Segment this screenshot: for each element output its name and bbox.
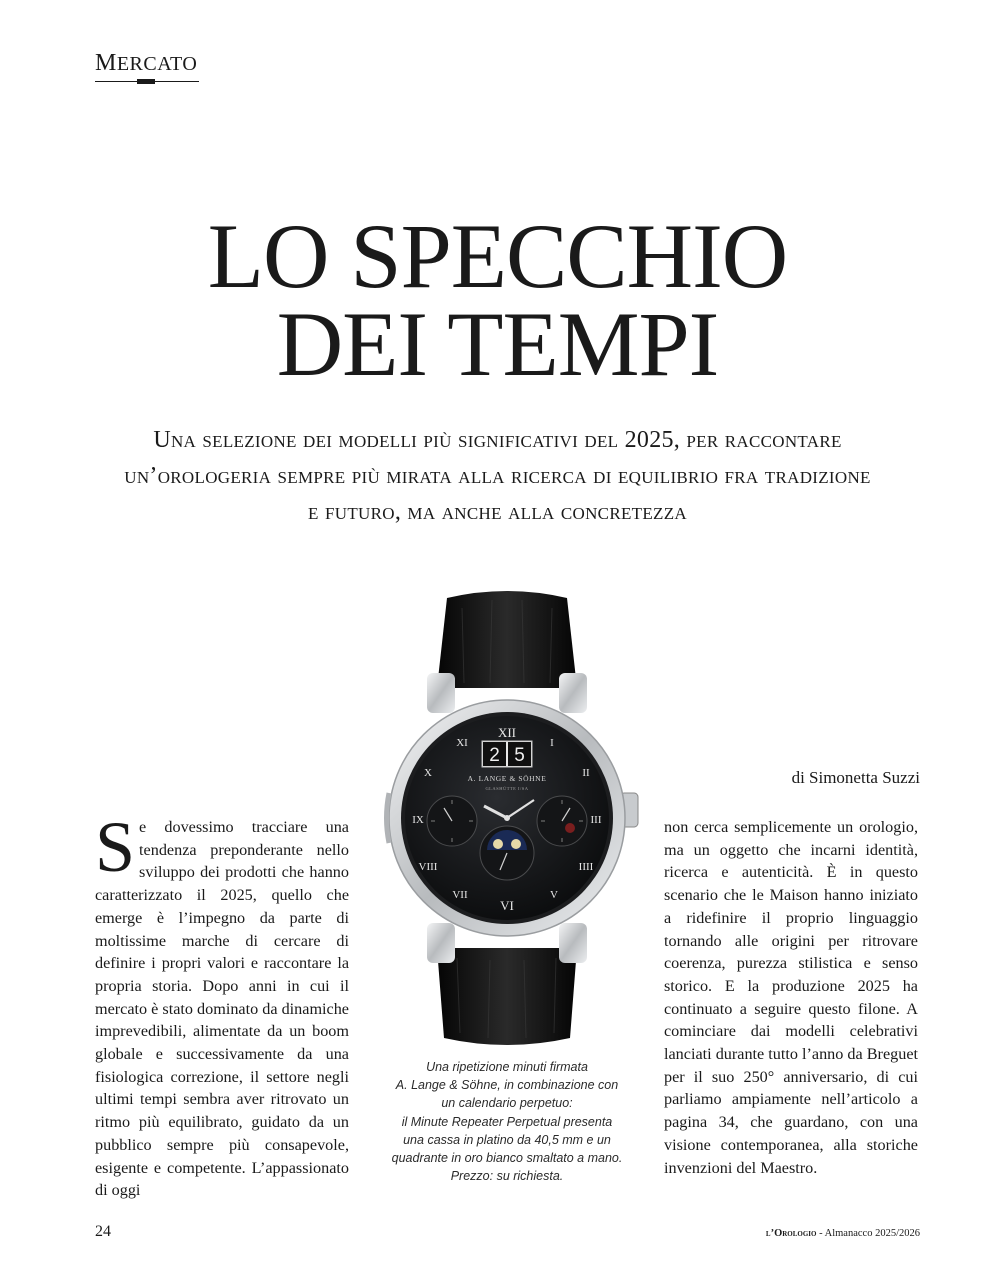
left-column-text: e dovessimo tracciare una tendenza preponderante nello sviluppo dei prodotti che hanno caratterizzato il 2025, quello che emerge è l’impegno da parte di moltissime marche di cercare di definire i propri valori e raccontare la propria storia. Dopo anni in cui il mercato è stato dominato da dinamiche imprevedibili, alimentate da un boom globale e successivamente da una fisiologica correzione, il settore negli ultimi tempi sembra aver ritrovato un ritmo più equilibrato, guidato da un pubblico sempre più consapevole, esigente e competente. L’appassionato di oggi (95, 818, 349, 1200)
svg-text:2: 2 (489, 745, 500, 766)
drop-cap: S (95, 807, 136, 887)
section-rule-tab (137, 79, 155, 84)
svg-text:IIII: IIII (578, 861, 594, 873)
photo-caption (372, 1058, 642, 1185)
watch-illustration (372, 588, 642, 1048)
title-line-2: DEI TEMPI (276, 293, 719, 395)
svg-text:VII: VII (452, 889, 468, 901)
upper-strap (437, 591, 577, 688)
svg-text:XII: XII (497, 725, 517, 740)
svg-text:VIII: VIII (418, 861, 438, 873)
caption-line: Una ripetizione minuti firmata (426, 1060, 588, 1074)
svg-text:A. LANGE & SÖHNE: A. LANGE & SÖHNE (467, 774, 547, 783)
caption-line: A. Lange & Söhne, in combinazione con (395, 1078, 619, 1093)
article-column-right: non cerca semplicemente un orologio, ma un oggetto che incarni identità, ricerca e autenticità. È in questo scenario che le Maison hanno iniziato a ridefinire il proprio linguaggio tornando alle origini per ritrovare coerenza, purezza stilistica e senso storico. E la produzione 2025 ha continuato a seguire questo filone. A cominciare dai modelli celebrativi lanciati durante tutto l’anno da Breguet per il suo 250° anniversario, di cui parliamo ampiamente nell’articolo a pagina 34, che guardano, con una visione contemporanea, alla storiche invenzioni del Maestro. (664, 818, 918, 1177)
svg-text:X: X (424, 767, 432, 779)
caption-line: una cassa in platino da 40,5 mm e un (403, 1132, 611, 1147)
caption-line: il Minute Repeater Perpetual presenta (401, 1114, 613, 1129)
caption-line: quadrante in oro bianco smaltato a mano. (391, 1151, 623, 1166)
page-number: 24 (95, 1223, 111, 1240)
watch-photo (372, 588, 642, 1048)
article-title (0, 205, 995, 395)
issue-label: - Almanacco 2025/2026 (816, 1228, 920, 1239)
section-label: MERCATO (95, 50, 198, 76)
svg-text:III: III (590, 814, 602, 826)
svg-text:I: I (550, 737, 554, 749)
article-subtitle: Una selezione dei modelli più significativi del 2025, per raccontare un’orologeria sempre più mirata alla ricerca di equilibrio fra tradizione e futuro, ma anche alla concretezza (124, 427, 871, 525)
svg-text:II: II (582, 767, 590, 779)
magazine-footer (766, 1228, 920, 1239)
svg-text:GLASHÜTTE I/SA: GLASHÜTTE I/SA (485, 786, 529, 791)
svg-text:IX: IX (412, 814, 424, 826)
svg-text:VI: VI (500, 898, 514, 913)
article-column-left (95, 807, 349, 1202)
svg-text:XI: XI (456, 737, 468, 749)
svg-text:V: V (550, 889, 558, 901)
title-line-1: LO SPECCHIO (207, 205, 788, 307)
caption-line: Prezzo: su richiesta. (450, 1169, 564, 1184)
magazine-name: l’Orologio (765, 1228, 817, 1239)
byline: di Simonetta Suzzi (791, 768, 920, 787)
svg-text:5: 5 (514, 745, 525, 766)
caption-line: un calendario perpetuo: (441, 1096, 573, 1111)
